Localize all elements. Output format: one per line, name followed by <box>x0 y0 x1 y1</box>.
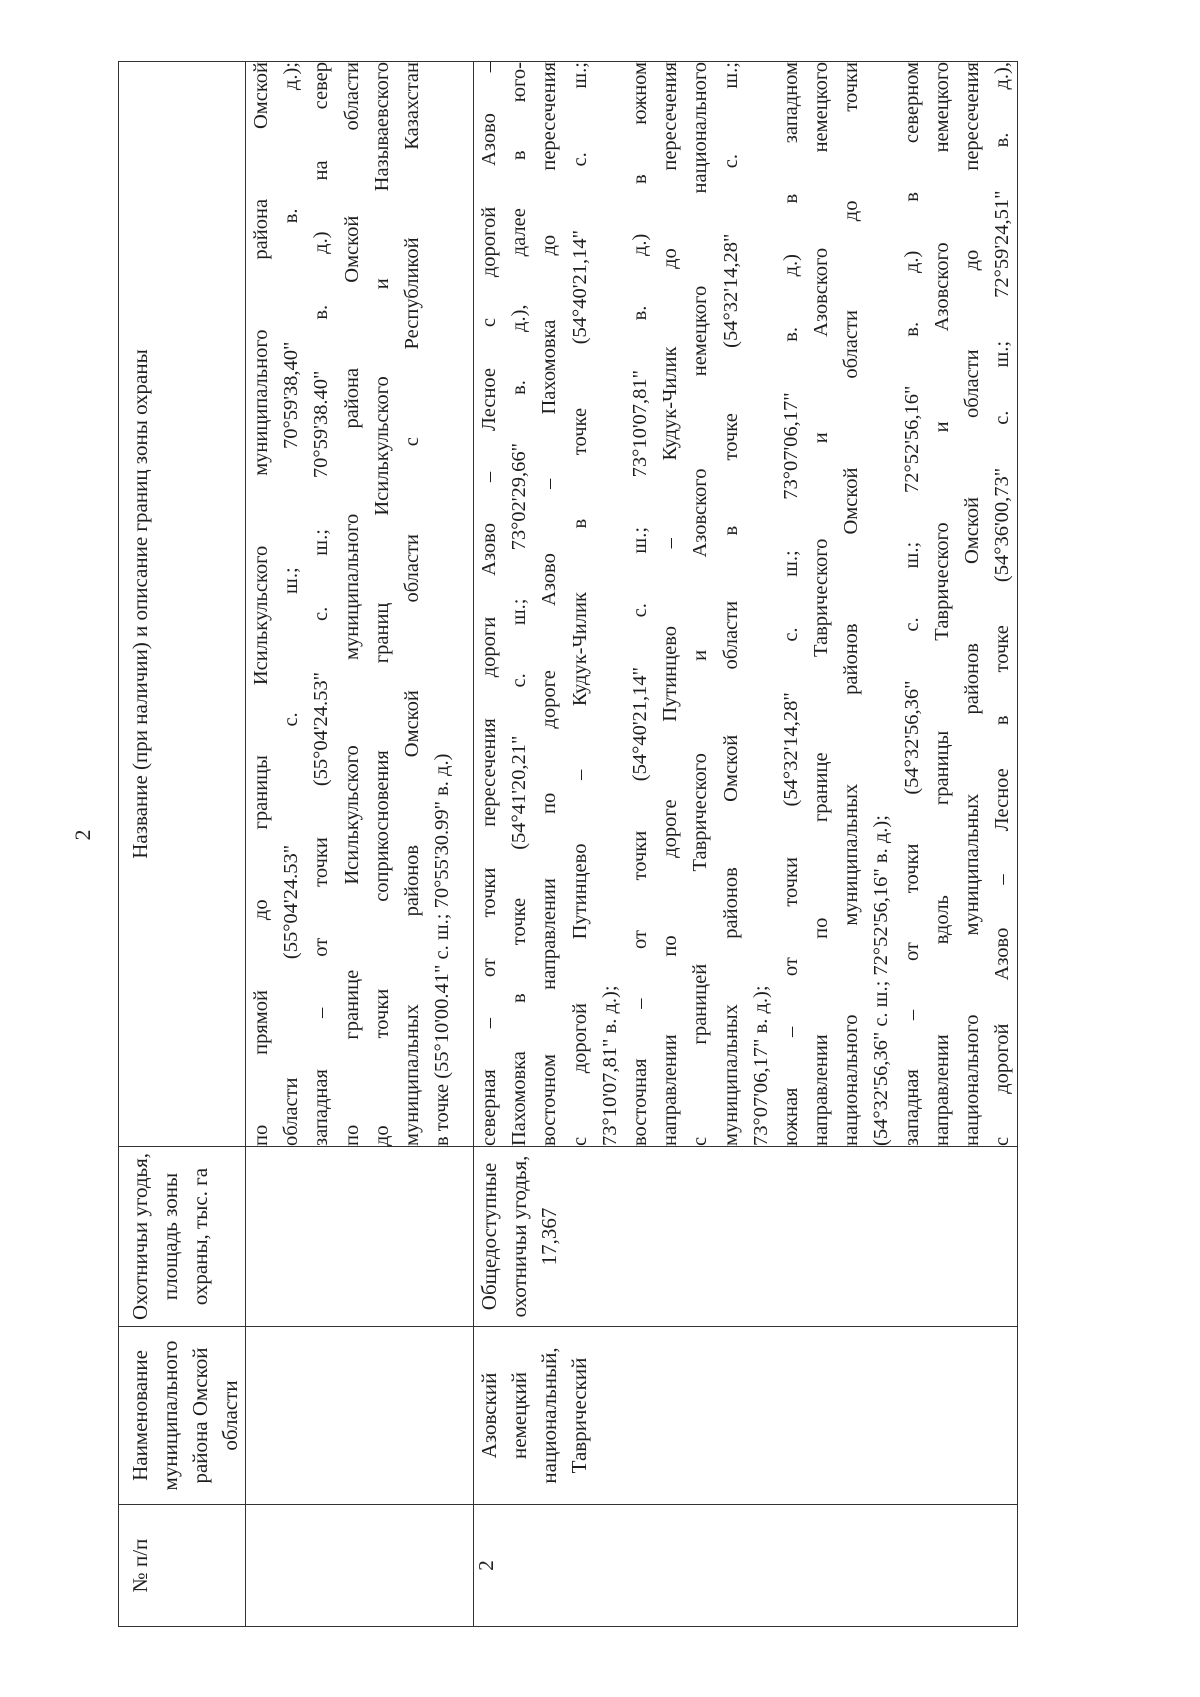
table-row <box>474 62 1018 1627</box>
description-line: направлении по границе Таврического и Азовского немецкого <box>810 62 833 1146</box>
description-line: направлении вдоль границы Таврического и Азовского немецкого <box>930 62 953 1146</box>
description-line: области (55°04'24.53" с. ш.; 70°59'38,40" в. д.); <box>280 62 303 1146</box>
description-line: по границе Исилькульского муниципального района Омской области <box>340 62 363 1146</box>
description-line: национального муниципальных районов Омской области до точки <box>840 62 863 1146</box>
description-line: южная – от точки (54°32'14,28" с. ш.; 73°07'06,17" в. д.) в западном <box>779 62 802 1146</box>
description-line: восточном направлении по дороге Азово – Пахомовка до пересечения <box>538 62 561 1146</box>
description-line: муниципальных районов Омской области в точке (54°32'14,28" с. ш.; <box>719 62 742 1146</box>
table-header-row <box>119 62 246 1627</box>
row-2-district: Азовский немецкий национальный, Таврический <box>474 1327 1018 1505</box>
description-line: 73°07'06,17" в. д.); <box>749 985 772 1146</box>
row-1-district <box>246 1327 474 1505</box>
description-line: Пахомовка в точке (54°41'20,21" с. ш.; 73°02'29,66" в. д.), далее в юго- <box>508 62 531 1146</box>
description-line: в точке (55°10'00.41" с. ш.; 70°55'30.99" в. д.) <box>431 753 454 1146</box>
description-line: восточная – от точки (54°40'21,14" с. ш.; 73°10'07,81" в. д.) в южном <box>628 62 651 1146</box>
description-line: западная – от точки (54°32'56,36" с. ш.; 72°52'56,16" в. д.) в северном <box>900 62 923 1146</box>
row-1-lands <box>246 1147 474 1327</box>
description-line: северная – от точки пересечения дороги Азово – Лесное с дорогой Азово – <box>478 62 500 1146</box>
description-line: национального муниципальных районов Омской области до пересечения <box>961 62 983 1146</box>
header-district: Наименование муниципального района Омской области <box>119 1327 246 1505</box>
header-lands: Охотничьи угодья, площадь зоны охраны, тыс. га <box>119 1147 246 1327</box>
description-line: с границей Таврического и Азовского немецкого национального <box>689 62 712 1146</box>
header-num: № п/п <box>119 1505 246 1627</box>
description-line: по прямой до границы Исилькульского муниципального района Омской <box>250 62 272 1146</box>
description-line: направлении по дороге Путинцево – Кудук-Чилик до пересечения <box>659 62 682 1146</box>
description-line: муниципальных районов Омской области с Республикой Казахстан <box>400 62 423 1146</box>
description-line: с дорогой Путинцево – Кудук-Чилик в точке (54°40'21,14" с. ш.; <box>568 62 591 1146</box>
row-2-num: 2 <box>474 1505 1018 1627</box>
row-1-num <box>246 1505 474 1627</box>
description-line: с дорогой Азово – Лесное в точке (54°36'00,73" с. ш.; 72°59'24,51" в. д.), <box>991 62 1014 1146</box>
row-2-lands: Общедоступные охотничьи угодья, 17,367 <box>474 1147 1018 1327</box>
page-number: 2 <box>70 829 95 841</box>
description-line: до точки соприкосновения границ Исилькульского и Называевского <box>370 62 393 1146</box>
row-1-description <box>246 62 474 1147</box>
row-2-description <box>474 62 1018 1147</box>
description-line: 73°10'07,81" в. д.); <box>598 985 621 1146</box>
header-zone-description: Название (при наличии) и описание границ зоны охраны <box>119 62 246 1147</box>
page-content <box>118 62 1014 1627</box>
protection-zones-table <box>118 61 1018 1627</box>
description-line: западная – от точки (55°04'24.53" с. ш.; 70°59'38.40" в. д.) на север <box>310 62 333 1146</box>
table-row <box>246 62 474 1627</box>
description-line: (54°32'56,36" с. ш.; 72°52'56,16" в. д.); <box>870 815 893 1146</box>
